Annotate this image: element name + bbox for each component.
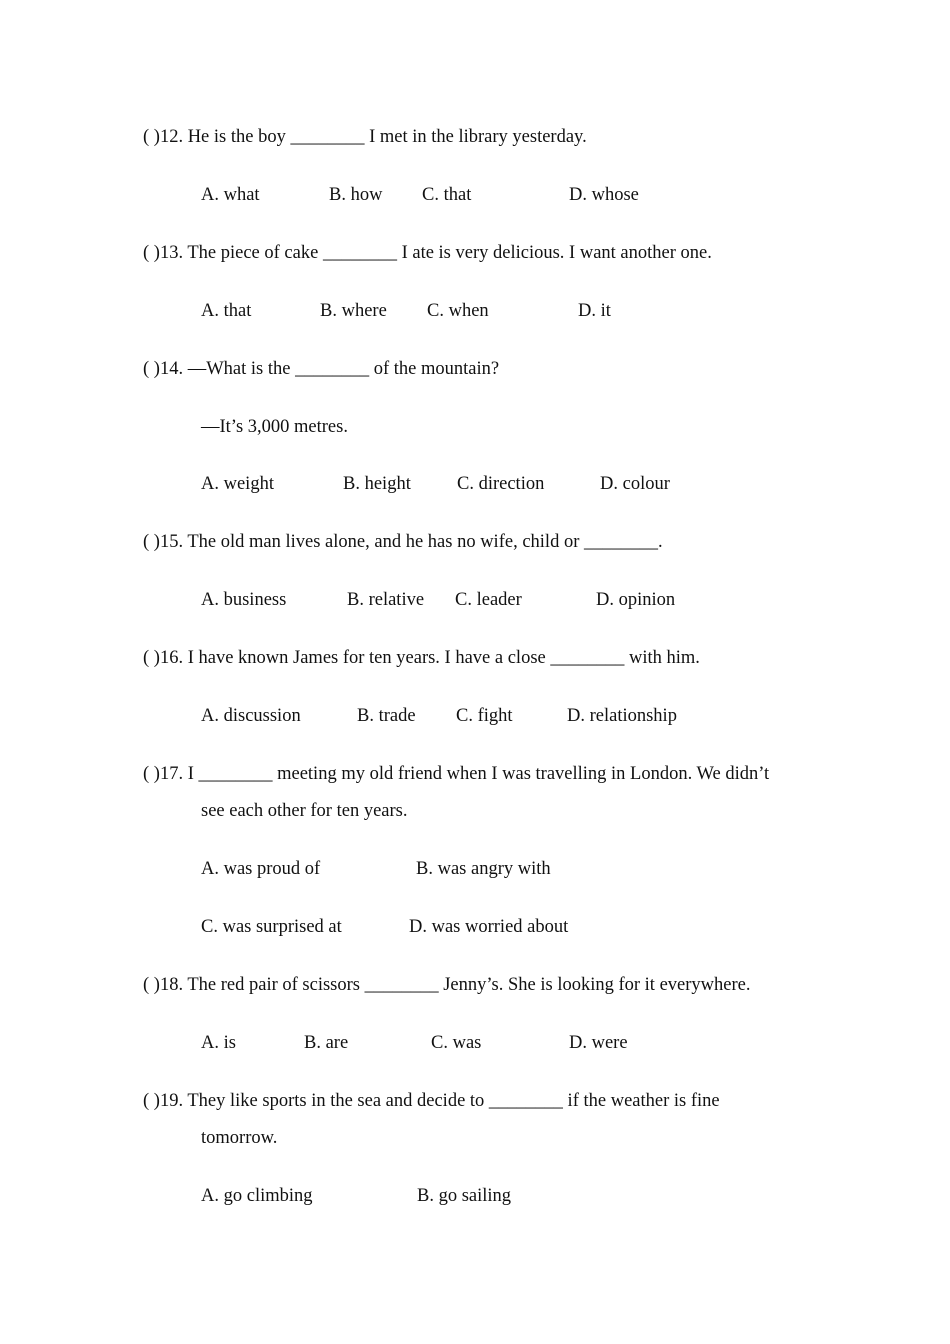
question-14-option-c: C. direction xyxy=(457,474,545,494)
question-12-option-c: C. that xyxy=(422,185,472,205)
question-15-option-a: A. business xyxy=(201,590,287,610)
question-17-option-c: C. was surprised at xyxy=(201,917,342,937)
question-14-reply: —It’s 3,000 metres. xyxy=(201,417,348,437)
question-16-option-d: D. relationship xyxy=(567,706,677,726)
question-15-option-b: B. relative xyxy=(347,590,425,610)
question-19-stem: ( )19. They like sports in the sea and decide to ________ if the weather is fine xyxy=(143,1091,720,1111)
question-15-option-c: C. leader xyxy=(455,590,522,610)
question-14-option-b: B. height xyxy=(343,474,411,494)
question-12-option-d: D. whose xyxy=(569,185,639,205)
question-17-option-a: A. was proud of xyxy=(201,859,321,879)
question-13-option-d: D. it xyxy=(578,301,611,321)
question-17-stem-continued: see each other for ten years. xyxy=(201,801,408,821)
question-17-option-d: D. was worried about xyxy=(409,917,569,937)
question-16-option-b: B. trade xyxy=(357,706,416,726)
question-17-option-b: B. was angry with xyxy=(416,859,551,879)
question-14-option-d: D. colour xyxy=(600,474,670,494)
question-18-stem: ( )18. The red pair of scissors ________ Jenny’s. She is looking for it everywhere. xyxy=(143,975,751,995)
question-19-option-b: B. go sailing xyxy=(417,1186,512,1206)
question-13-stem: ( )13. The piece of cake ________ I ate is very delicious. I want another one. xyxy=(143,243,712,263)
question-12-stem: ( )12. He is the boy ________ I met in the library yesterday. xyxy=(143,127,587,147)
question-19-stem-continued: tomorrow. xyxy=(201,1128,278,1148)
question-16-option-a: A. discussion xyxy=(201,706,301,726)
question-16-stem: ( )16. I have known James for ten years. I have a close ________ with him. xyxy=(143,648,700,668)
question-13-option-a: A. that xyxy=(201,301,252,321)
question-14-option-a: A. weight xyxy=(201,474,274,494)
question-13-option-c: C. when xyxy=(427,301,489,321)
question-18-option-b: B. are xyxy=(304,1033,349,1053)
question-12-option-b: B. how xyxy=(329,185,383,205)
question-18-option-a: A. is xyxy=(201,1033,236,1053)
question-17-stem: ( )17. I ________ meeting my old friend when I was travelling in London. We didn’t xyxy=(143,764,770,784)
question-15-stem: ( )15. The old man lives alone, and he has no wife, child or ________. xyxy=(143,532,663,552)
question-18-option-c: C. was xyxy=(431,1033,482,1053)
question-14-stem: ( )14. —What is the ________ of the mountain? xyxy=(143,359,500,379)
question-18-option-d: D. were xyxy=(569,1033,628,1053)
question-15-option-d: D. opinion xyxy=(596,590,676,610)
question-12-option-a: A. what xyxy=(201,185,260,205)
question-16-option-c: C. fight xyxy=(456,706,513,726)
question-13-option-b: B. where xyxy=(320,301,387,321)
question-19-option-a: A. go climbing xyxy=(201,1186,313,1206)
